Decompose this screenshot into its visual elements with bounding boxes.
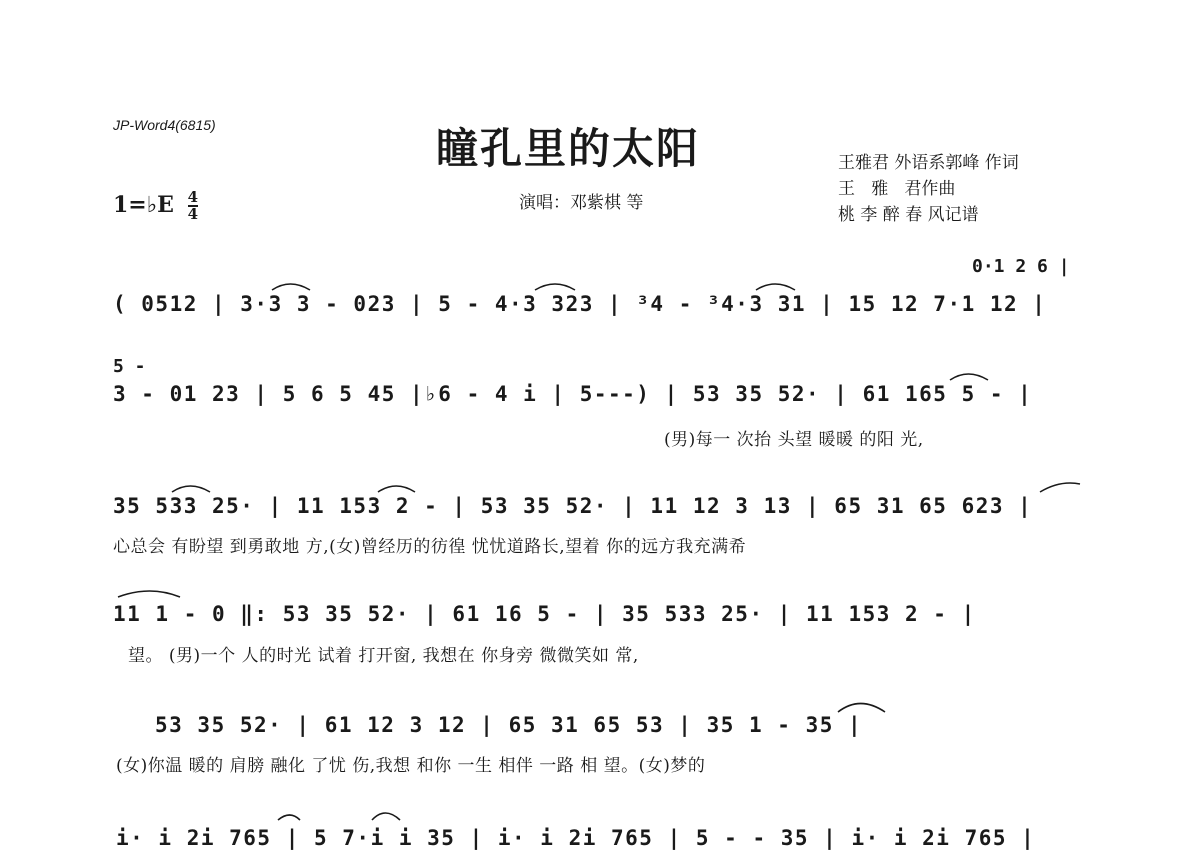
composer-credit: 王 雅 君作曲 [838, 179, 956, 199]
lyric-line-2: (男)每一 次抬 头望 暖暖 的阳 光, [664, 430, 924, 450]
transcriber-credit: 桃 李 醉 春 风记谱 [838, 205, 979, 225]
lyric-line-5: (女)你温 暖的 肩膀 融化 了忧 伤,我想 和你 一生 相伴 一路 相 望。(女)梦的 [116, 756, 706, 776]
slur [378, 486, 415, 492]
slur [838, 704, 885, 713]
time-numerator: 4 [187, 188, 198, 206]
performer-credit: 演唱：邓紫棋 等 [519, 193, 644, 213]
lyricist-credit: 王雅君 外语系郭峰 作词 [838, 153, 1019, 173]
staff-6: i· i 2i 765 | 5 7·i i 35 | i· i 2i 765 | 5 - - 35 | i· i 2i 765 | [116, 826, 1036, 850]
lyric-line-3: 心总会 有盼望 到勇敢地 方,(女)曾经历的彷徨 忧忧道路长,望着 你的远方我充满希 [113, 537, 747, 557]
slur [756, 284, 795, 290]
song-title: 瞳孔里的太阳 [436, 124, 701, 173]
time-denominator: 4 [187, 205, 198, 223]
staff-1: ( 0512 | 3·3 3 - 023 | 5 - 4·3 323 | ³4 - ³4·3 31 | 15 12 7·1 12 | [113, 292, 1047, 316]
staff-2: 3 - 01 23 | 5 6 5 45 |♭6 - 4 i | 5---) | 53 35 52· | 61 165 5 - | [113, 382, 1033, 406]
staff-2-upper-voice: 5 - [113, 356, 146, 377]
lyric-line-4: 望。 (男)一个 人的时光 试着 打开窗, 我想在 你身旁 微微笑如 常, [128, 646, 639, 666]
staff-4: 11 1 - 0 ‖: 53 35 52· | 61 16 5 - | 35 533 25· | 11 153 2 - | [113, 602, 976, 626]
slur [118, 591, 180, 597]
staff-1-pickup-notes: 0·1 2 6 | [972, 256, 1070, 277]
slur [278, 815, 300, 820]
staff-5: 53 35 52· | 61 12 3 12 | 65 31 65 53 | 35 1 - 35 | [155, 713, 863, 737]
slur [172, 486, 210, 492]
slur [535, 284, 575, 290]
slur [1040, 483, 1080, 492]
slur [372, 813, 400, 820]
key-signature: 1=♭E [113, 192, 174, 218]
slur [272, 284, 310, 290]
slur [950, 374, 988, 380]
software-watermark: JP-Word4(6815) [113, 117, 216, 133]
staff-3: 35 533 25· | 11 153 2 - | 53 35 52· | 11 12 3 13 | 65 31 65 623 | [113, 494, 1033, 518]
